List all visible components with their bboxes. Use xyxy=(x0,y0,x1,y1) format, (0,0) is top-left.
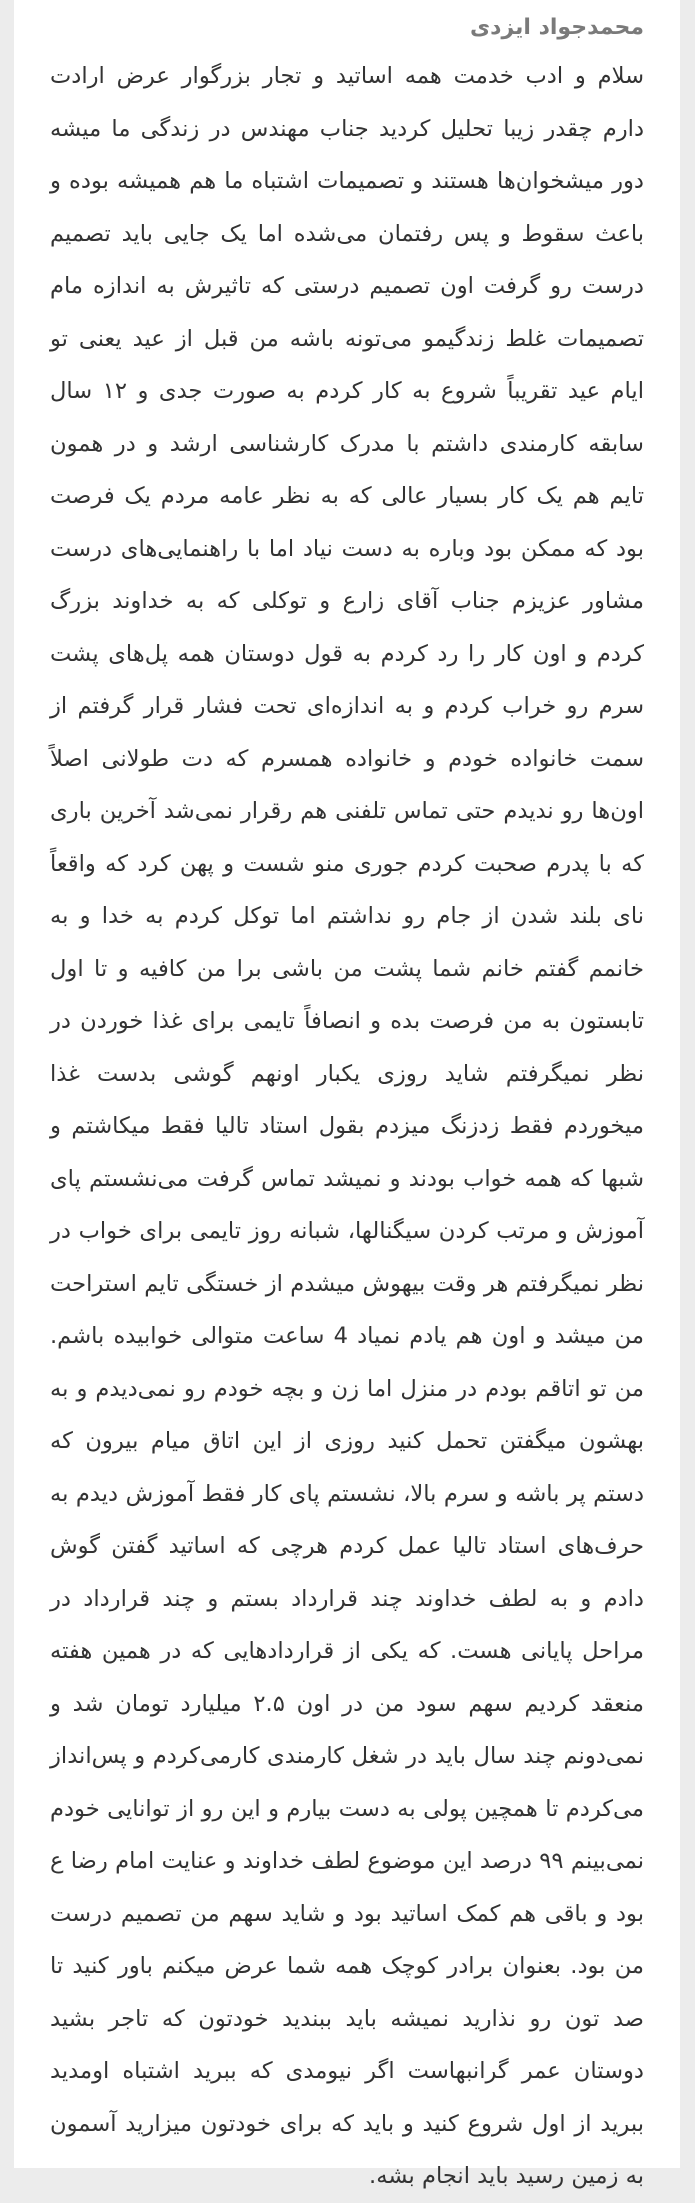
comment-body: سلام و ادب خدمت همه اساتید و تجار بزرگوار عرض ارادت دارم چقدر زیبا تحلیل کردید جناب مهندس در زندگی ما میشه دور میشخوان‌ها هستند و تصمیمات اشتباه ما هم همیشه بوده و باعث سقوط و پس رفتمان می‌شده اما یک جایی باید تصمیم درست رو گرفت اون تصمیم درستی که تاثیرش به اندازه مام تصمیمات غلط زندگیمو می‌تونه باشه من قبل از عید یعنی تو ایام عید تقریباً شروع به کار کردم به صورت جدی و ۱۲ سال سابقه کارمندی داشتم با مدرک کارشناسی ارشد و در همون تایم هم یک کار بسیار عالی که به نظر عامه مردم یک فرصت بود که ممکن بود وباره به دست نیاد اما با راهنمایی‌های درست مشاور عزیزم جناب آقای زارع و توکلی که به خداوند بزرگ کردم و اون کار را رد کردم به قول دوستان همه پل‌های پشت سرم رو خراب کردم و به اندازه‌ای تحت فشار قرار گرفتم از سمت خانواده خودم و خانواده همسرم که دت طولانی اصلاً اون‌ها رو ندیدم حتی تماس تلفنی هم رقرار نمی‌شد آخرین باری که با پدرم صحبت کردم جوری منو شست و پهن کرد که واقعاً نای بلند شدن از جام رو نداشتم اما توکل کردم به خدا و به خانمم گفتم خانم شما پشت من باشی برا من کافیه و تا اول تابستون به من فرصت بده و انصافاً تایمی برای غذا خوردن در نظر نمیگرفتم شاید روزی یکبار اونهم گوشی بدست غذا میخوردم فقط زدزنگ میزدم بقول استاد تالیا فقط میکاشتم و شبها که همه خواب بودند و نمیشد تماس گرفت می‌نشستم پای آموزش و مرتب کردن سیگنالها، شبانه روز تایمی برای خواب در نظر نمیگرفتم هر وقت بیهوش میشدم از خستگی تایم استراحت من میشد و اون هم یادم نمیاد 4 ساعت متوالی خوابیده باشم. من تو اتاقم بودم در منزل اما زن و بچه خودم رو نمی‌دیدم و به بهشون میگفتن تحمل کنید روزی از این اتاق میام بیرون که دستم پر باشه و سرم بالا، نشستم پای کار فقط آموزش دیدم به حرف‌های استاد تالیا عمل کردم هرچی که اساتید گفتن گوش دادم و به لطف خداوند چند قرارداد بستم و چند قرارداد در مراحل پایانی هست. که یکی از قراردادهایی که در همین هفته منعقد کردیم سهم سود من در اون ۲.۵ میلیارد تومان شد و نمی‌دونم چند سال باید در شغل کارمندی کارمی‌کردم و پس‌انداز می‌کردم تا همچین پولی به دست بیارم و این رو از توانایی خودم نمی‌بینم ۹۹ درصد این موضوع لطف خداوند و عنایت امام رضا ع بود و باقی هم کمک اساتید بود و شاید سهم من تصمیم درست من بود. بعنوان برادر کوچک همه شما عرض میکنم باور کنید تا صد تون رو نذارید نمیشه باید ببندید خودتون که تاجر بشید دوستان عمر گرانبهاست اگر نیومدی که ببرید اشتباه اومدید ببرید از اول شروع کنید و باید که برای خودتون میزارید آسمون به زمین رسید باید انجام بشه. xyxy=(50,63,645,2189)
comment-card xyxy=(14,0,680,2189)
comment-author: محمدجواد ایزدی xyxy=(469,15,644,40)
